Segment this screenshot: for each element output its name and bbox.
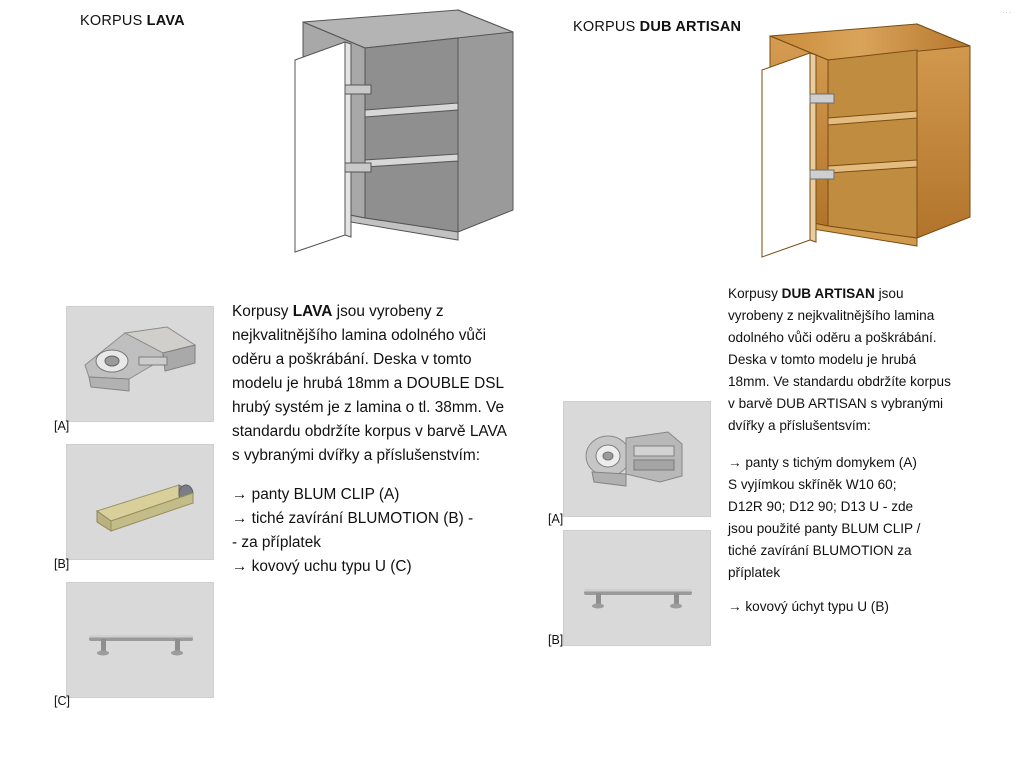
blumotion-damper-photo	[66, 444, 214, 560]
description-dub-bold: DUB ARTISAN	[781, 286, 875, 301]
u-handle-photo	[563, 530, 711, 646]
list-item: příplatek	[728, 565, 781, 581]
title-dub-bold: DUB ARTISAN	[639, 19, 742, 35]
photo-label-b-dub: [B]	[548, 633, 564, 647]
list-item: D12R 90; D12 90; D13 U - zde	[728, 499, 914, 515]
u-handle-photo	[66, 582, 214, 698]
corner-mark: ...	[1002, 6, 1012, 15]
list-item: jsou použité panty BLUM CLIP /	[728, 521, 921, 537]
cabinet-illustration-lava	[283, 0, 523, 255]
title-dub-prefix: KORPUS	[573, 19, 640, 35]
list-item: tiché zavírání BLUMOTION za	[728, 543, 912, 559]
feature-list-lava	[232, 483, 507, 579]
description-lava-bold: LAVA	[292, 303, 333, 320]
title-lava-bold: LAVA	[146, 13, 185, 29]
description-lava-prefix: Korpusy	[232, 303, 293, 320]
description-dub-prefix: Korpusy	[728, 286, 782, 301]
page-title-lava	[80, 13, 185, 29]
description-lava-rest: jsou vyrobeny z nejkvalitnějšího lamina odolného vůči oděru a poškrábání. Deska v tomto modelu je hrubá 18mm a DOUBLE DSL hrubý systém je z lamina o tl. 38mm. Ve standardu obdržíte korpus v barvě LAVA s vybranými dvířky a příslušenstvím:	[232, 303, 507, 465]
hinge-soft-close-photo	[563, 401, 711, 517]
description-lava	[232, 300, 507, 579]
description-dub-artisan	[728, 283, 956, 618]
list-item: → panty BLUM CLIP (A)	[232, 486, 400, 504]
description-dub-rest: jsou vyrobeny z nejkvalitnějšího lamina odolného vůči oděru a poškrábání. Deska v tomto modelu je hrubá 18mm. Ve standardu obdržíte korpus v barvě DUB ARTISAN s vybranými dvířky a příslušentsvím:	[728, 286, 951, 434]
page-title-dub-artisan	[573, 19, 741, 35]
photo-label-c-lava: [C]	[54, 694, 70, 708]
description-lava-paragraph	[232, 300, 507, 468]
list-item: - za příplatek	[232, 534, 321, 552]
feature-list-dub-artisan	[728, 452, 956, 618]
description-dub-paragraph	[728, 283, 956, 437]
photo-label-a-dub: [A]	[548, 512, 564, 526]
photo-label-b-lava: [B]	[54, 557, 70, 571]
photo-label-a-lava: [A]	[54, 419, 70, 433]
list-item: → kovový úchyt typu U (B)	[728, 599, 889, 615]
list-item: → panty s tichým domykem (A)	[728, 455, 917, 471]
list-item: → kovový uchu typu U (C)	[232, 558, 412, 576]
list-item: S vyjímkou skříněk W10 60;	[728, 477, 897, 493]
hinge-blum-clip-photo	[66, 306, 214, 422]
title-lava-prefix: KORPUS	[80, 13, 147, 29]
list-item: → tiché zavírání BLUMOTION (B) -	[232, 510, 474, 528]
cabinet-illustration-dub-artisan	[752, 12, 982, 262]
